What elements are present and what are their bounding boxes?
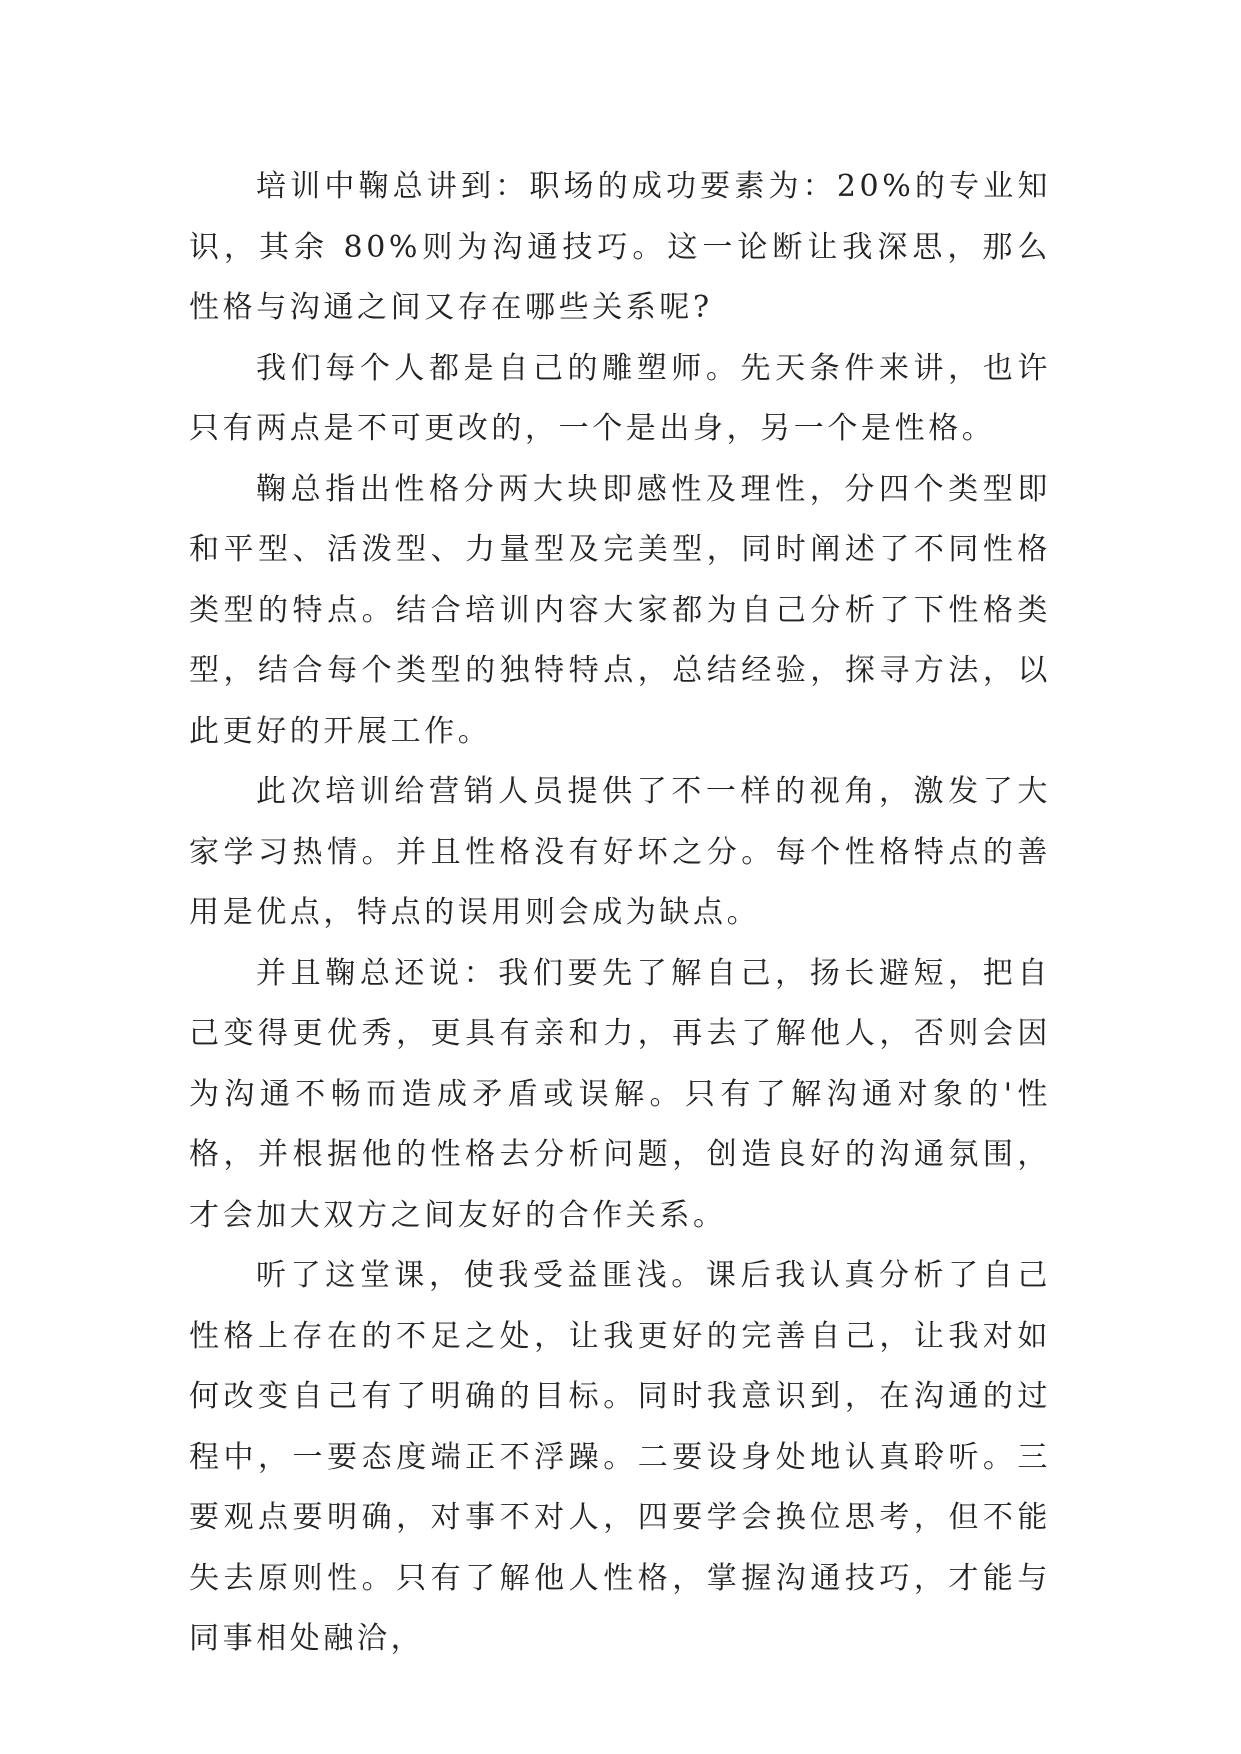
paragraph-1: 培训中鞠总讲到：职场的成功要素为：20%的专业知识，其余 80%则为沟通技巧。这一论断让我深思，那么性格与沟通之间又存在哪些关系呢? [189, 169, 1051, 325]
paragraph-5: 并且鞠总还说：我们要先了解自己，扬长避短，把自己变得更优秀，更具有亲和力，再去了解他人，否则会因为沟通不畅而造成矛盾或误解。只有了解沟通对象的'性格，并根据他的性格去分析问题，创造良好的沟通氛围，才会加大双方之间友好的合作关系。 [189, 955, 1051, 1233]
paragraph-4: 此次培训给营销人员提供了不一样的视角，激发了大家学习热情。并且性格没有好坏之分。每个性格特点的善用是优点，特点的误用则会成为缺点。 [189, 774, 1051, 930]
paragraph-3: 鞠总指出性格分两大块即感性及理性，分四个类型即和平型、活泼型、力量型及完美型，同时阐述了不同性格类型的特点。结合培训内容大家都为自己分析了下性格类型，结合每个类型的独特特点，总结经验，探寻方法，以此更好的开展工作。 [189, 471, 1051, 749]
paragraph-6: 听了这堂课，使我受益匪浅。课后我认真分析了自己性格上存在的不足之处，让我更好的完善自己，让我对如何改变自己有了明确的目标。同时我意识到，在沟通的过程中，一要态度端正不浮躁。二要设身处地认真聆听。三要观点要明确，对事不对人，四要学会换位思考，但不能失去原则性。只有了解他人性格，掌握沟通技巧，才能与同事相处融洽， [189, 1258, 1051, 1656]
paragraph-2: 我们每个人都是自己的雕塑师。先天条件来讲，也许只有两点是不可更改的，一个是出身，另一个是性格。 [189, 350, 1051, 446]
document-body [189, 157, 1051, 1670]
